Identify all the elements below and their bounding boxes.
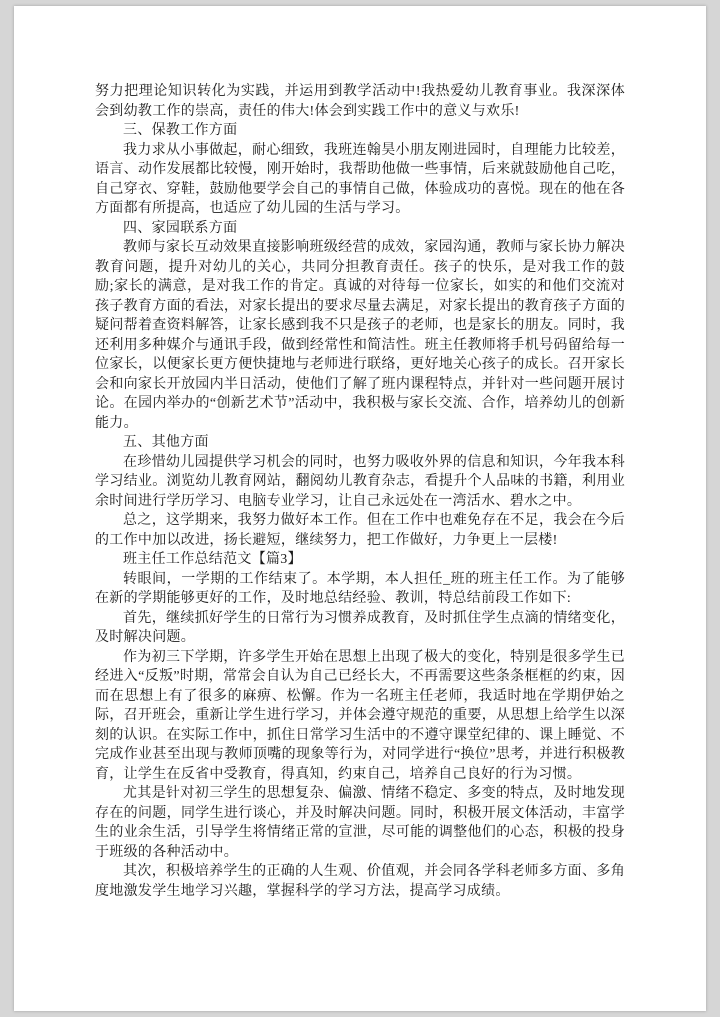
document-body	[14, 6, 706, 901]
paragraph: 转眼间，一学期的工作结束了。本学期，本人担任_班的班主任工作。为了能够在新的学期能够更好的工作，及时地总结经验、教训，特总结前段工作如下:	[95, 571, 625, 606]
paragraph: 五、其他方面	[123, 435, 209, 450]
paragraph: 首先，继续抓好学生的日常行为习惯养成教育，及时抓住学生点滴的情绪变化，及时解决问题。	[95, 610, 625, 645]
paragraph: 三、保教工作方面	[123, 123, 238, 138]
paragraph: 教师与家长互动效果直接影响班级经营的成效，家园沟通，教师与家长协力解决教育问题，提升对幼儿的关心，共同分担教育责任。孩子的快乐，是对我工作的鼓励;家长的满意，是对我工作的肯定。真诚的对待每一位家长，如实的和他们交流对孩子教育方面的看法，对家长提出的要求尽量去满足，对家长提出的教育孩子方面的疑问帮着查资料解答，让家长感到我不只是孩子的老师，也是家长的朋友。同时，我还利用多种媒介与通讯手段，做到经常性和简洁性。班主任教师将手机号码留给每一位家长，以便家长更方便快捷地与老师进行联络，更好地关心孩子的成长。召开家长会和向家长开放园内半日活动，使他们了解了班内课程特点，并针对一些问题开展讨论。在园内举办的“创新艺术节”活动中，我积极与家长交流、合作，培养幼儿的创新能力。	[95, 240, 625, 431]
paragraph: 四、家园联系方面	[123, 220, 238, 236]
paragraph: 其次，积极培养学生的正确的人生观、价值观，并会同各学科老师多方面、多角度地激发学生地学习兴趣，掌握科学的学习方法，提高学习成绩。	[95, 864, 625, 899]
paragraph: 总之，这学期来，我努力做好本工作。但在工作中也难免存在不足，我会在今后的工作中加以改进，扬长避短，继续努力，把工作做好，力争更上一层楼!	[95, 513, 625, 548]
paragraph: 在珍惜幼儿园提供学习机会的同时，也努力吸收外界的信息和知识，今年我本科学习结业。浏览幼儿教育网站，翻阅幼儿教育杂志，看提升个人品味的书籍，利用业余时间进行学历学习、电脑专业学习，让自己永远处在一湾活水、碧水之中。	[95, 454, 625, 509]
document-page	[14, 6, 706, 1011]
paragraph: 尤其是针对初三学生的思想复杂、偏激、情绪不稳定、多变的特点，及时地发现存在的问题，同学生进行谈心，并及时解决问题。同时，积极开展文体活动，丰富学生的业余生活，引导学生将情绪正常的宣泄，尽可能的调整他们的心态，积极的投身于班级的各种活动中。	[95, 786, 625, 860]
paragraph: 我力求从小事做起，耐心细致，我班连翰昊小朋友刚进园时，自理能力比较差，语言、动作发展都比较慢，刚开始时，我帮助他做一些事情，后来就鼓励他自己吃，自己穿衣、穿鞋，鼓励他要学会自己的事情自己做，体验成功的喜悦。现在的他在各方面都有所提高，也适应了幼儿园的生活与学习。	[95, 142, 625, 216]
paragraph: 作为初三下学期，许多学生开始在思想上出现了极大的变化，特别是很多学生已经进入“反叛”时期，常常会自认为自己已经长大，不再需要这些条条框框的约束，因而在思想上有了很多的麻痹、松懈。作为一名班主任老师，我适时地在学期伊始之际，召开班会，重新让学生进行学习，并体会遵守规范的重要，从思想上给学生以深刻的认识。在实际工作中，抓住日常学习生活中的不遵守课堂纪律的、课上睡觉、不完成作业甚至出现与教师顶嘴的现象等行为，对同学进行“换位”思考，并进行积极教育，让学生在反省中受教育，得真知，约束自己，培养自己良好的行为习惯。	[95, 649, 625, 782]
paragraph: 努力把理论知识转化为实践，并运用到教学活动中!我热爱幼儿教育事业。我深深体会到幼教工作的崇高，责任的伟大!体会到实践工作中的意义与欢乐!	[95, 84, 625, 119]
paragraph: 班主任工作总结范文【篇3】	[123, 552, 302, 567]
